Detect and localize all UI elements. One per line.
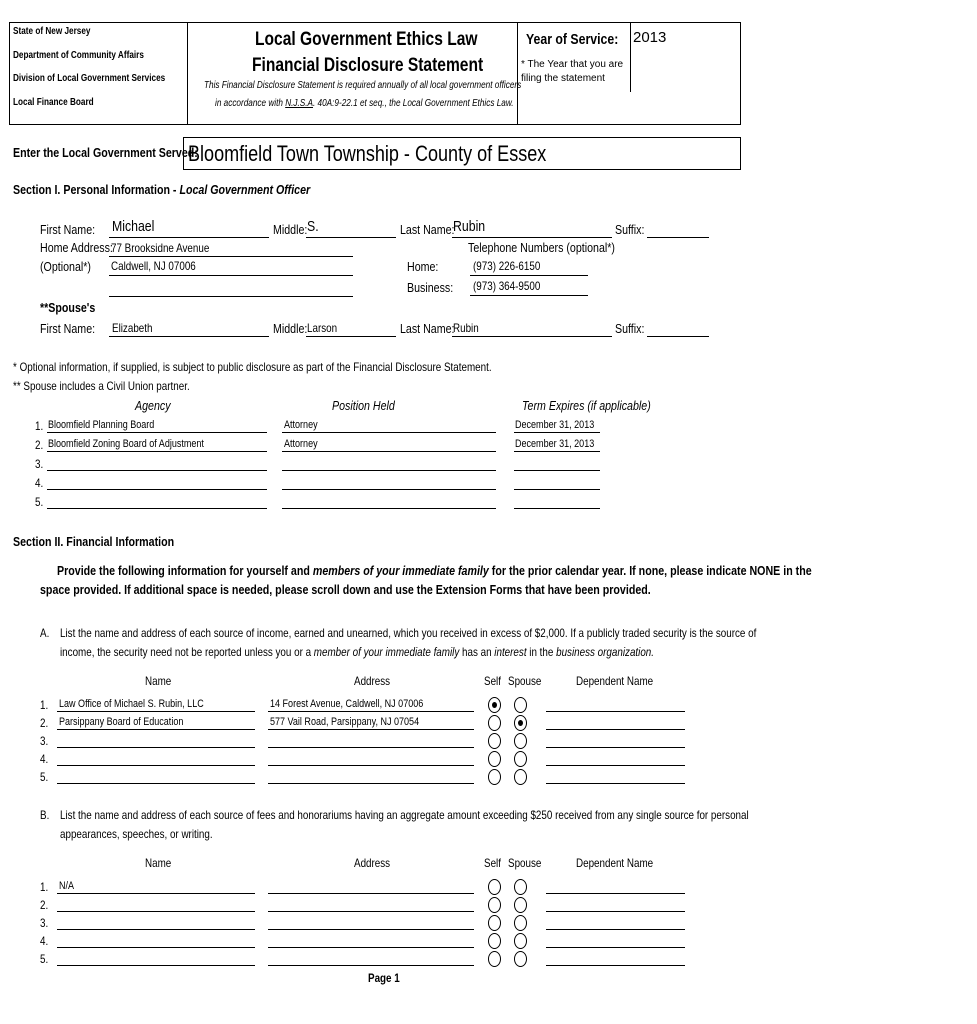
dependent-name-field[interactable] — [546, 893, 685, 894]
position-row-number-text: 3. — [35, 457, 44, 471]
self-radio[interactable] — [488, 951, 501, 967]
agency-line-2: Department of Community Affairs — [13, 50, 144, 61]
spouse-note: ** Spouse includes a Civil Union partner. — [13, 379, 190, 393]
fees-name-value-text: N/A — [59, 880, 75, 892]
home-phone-label: Home: — [407, 259, 439, 274]
business-phone-field[interactable] — [470, 295, 588, 296]
position-value-text: Attorney — [284, 419, 318, 431]
section2-intro-2: space provided. If additional space is needed, please scroll down and use the Extension Forms that have been provided. — [40, 582, 651, 597]
spouse-radio[interactable] — [514, 897, 527, 913]
fees-address-field[interactable] — [268, 947, 474, 948]
position-field[interactable] — [282, 432, 496, 433]
income-row-number-text: 3. — [40, 734, 49, 748]
term-field[interactable] — [514, 508, 600, 509]
agency-line-4: Local Finance Board — [13, 97, 94, 108]
income-address-field[interactable] — [268, 783, 474, 784]
fees-name-field[interactable] — [57, 893, 255, 894]
a-col-name: Name — [145, 674, 172, 688]
address-line-1[interactable] — [109, 256, 353, 257]
term-value — [515, 419, 612, 431]
address-value-1: 77 Brooksidne Avenue — [111, 241, 210, 255]
dependent-name-field[interactable] — [546, 711, 685, 712]
spouse-radio[interactable] — [514, 933, 527, 949]
business-phone-value: (973) 364-9500 — [473, 279, 541, 293]
income-name-value — [59, 698, 236, 710]
fees-address-field[interactable] — [268, 965, 474, 966]
income-row-number-text: 1. — [40, 698, 49, 712]
spouse-suffix-field[interactable] — [647, 336, 709, 337]
part-b-letter: B. — [40, 808, 50, 822]
term-value-text: December 31, 2013 — [515, 419, 595, 431]
term-field[interactable] — [514, 470, 600, 471]
section1-heading: Section I. Personal Information - Local Government Officer — [13, 182, 311, 197]
income-address-value-text: 14 Forest Avenue, Caldwell, NJ 07006 — [270, 698, 424, 710]
last-name-label: Last Name: — [400, 222, 455, 237]
position-row-number — [35, 419, 45, 433]
income-address-field[interactable] — [268, 729, 474, 730]
position-value — [284, 438, 325, 450]
spouse-suffix-label: Suffix: — [615, 321, 645, 336]
income-row-number-text: 4. — [40, 752, 49, 766]
year-label: Year of Service: — [526, 31, 619, 48]
a-col-dependent: Dependent Name — [576, 674, 654, 688]
form-title-2: Financial Disclosure Statement — [252, 55, 484, 76]
first-name-label: First Name: — [40, 222, 96, 237]
fees-row-number-text: 4. — [40, 934, 49, 948]
income-row-number — [40, 734, 50, 748]
fees-row-number — [40, 880, 50, 894]
agency-line-3: Division of Local Government Services — [13, 73, 166, 84]
fees-row-number-text: 5. — [40, 952, 49, 966]
section2-intro-1: Provide the following information for yourself and members of your immediate family for the prior calendar year. If none, please indicate NONE in the — [57, 563, 812, 578]
gov-served-value: Bloomfield Town Township - County of Essex — [188, 141, 547, 166]
agency-field[interactable] — [47, 489, 267, 490]
fees-row-number — [40, 952, 50, 966]
self-radio[interactable] — [488, 897, 501, 913]
income-row-number — [40, 698, 50, 712]
middle-label: Middle: — [273, 222, 308, 237]
income-address-field[interactable] — [268, 711, 474, 712]
agency-field[interactable] — [47, 470, 267, 471]
part-a-letter: A. — [40, 626, 50, 640]
spouse-radio[interactable] — [514, 915, 527, 931]
self-radio[interactable] — [488, 751, 501, 767]
dependent-name-field[interactable] — [546, 765, 685, 766]
part-a-line-2: income, the security need not be reported unless you or a member of your immediate family has an interest in the business organization. — [60, 645, 655, 659]
address-line-2[interactable] — [109, 275, 353, 276]
income-address-field[interactable] — [268, 747, 474, 748]
part-b-line-2: appearances, speeches, or writing. — [60, 827, 213, 841]
first-name-field[interactable] — [109, 237, 269, 238]
income-name-field[interactable] — [57, 783, 255, 784]
spouse-first-name-label: First Name: — [40, 321, 96, 336]
income-address-value-text: 577 Vail Road, Parsippany, NJ 07054 — [270, 716, 420, 728]
b-col-dependent: Dependent Name — [576, 856, 654, 870]
a-col-self: Self — [484, 674, 501, 688]
middle-field[interactable] — [306, 237, 396, 238]
year-value[interactable]: 2013 — [633, 29, 667, 46]
term-field[interactable] — [514, 451, 600, 452]
section2-heading: Section II. Financial Information — [13, 534, 175, 549]
dependent-name-field[interactable] — [546, 911, 685, 912]
home-phone-field[interactable] — [470, 275, 588, 276]
position-field[interactable] — [282, 489, 496, 490]
form-title-1: Local Government Ethics Law — [255, 29, 478, 50]
income-name-field[interactable] — [57, 729, 255, 730]
term-field[interactable] — [514, 432, 600, 433]
spouse-middle-value: Larson — [307, 321, 338, 335]
fees-name-field[interactable] — [57, 911, 255, 912]
fees-address-field[interactable] — [268, 911, 474, 912]
b-col-self: Self — [484, 856, 501, 870]
part-a-line-1: List the name and address of each source of income, earned and unearned, which you received in excess of $2,000. If a publicly traded security is the source of — [60, 626, 757, 640]
fees-name-field[interactable] — [57, 929, 255, 930]
self-radio[interactable] — [488, 697, 501, 713]
fees-row-number-text: 1. — [40, 880, 49, 894]
position-field[interactable] — [282, 470, 496, 471]
agency-field[interactable] — [47, 432, 267, 433]
fees-row-number-text: 3. — [40, 916, 49, 930]
spouse-last-name-field[interactable] — [452, 336, 612, 337]
income-address-value — [270, 716, 452, 728]
agency-value-text: Bloomfield Zoning Board of Adjustment — [48, 438, 204, 450]
position-row-number — [35, 438, 45, 452]
b-col-address: Address — [354, 856, 391, 870]
position-value-text: Attorney — [284, 438, 318, 450]
dependent-name-field[interactable] — [546, 729, 685, 730]
position-value — [284, 419, 325, 431]
position-row-number-text: 2. — [35, 438, 44, 452]
agency-field[interactable] — [47, 451, 267, 452]
part-b-line-1: List the name and address of each source of fees and honorariums having an aggregate amount exceeding $250 received from any single source for personal — [60, 808, 749, 822]
position-row-number — [35, 476, 45, 490]
fees-name-field[interactable] — [57, 965, 255, 966]
suffix-label: Suffix: — [615, 222, 645, 237]
agency-value-text: Bloomfield Planning Board — [48, 419, 155, 431]
self-radio[interactable] — [488, 879, 501, 895]
self-radio[interactable] — [488, 933, 501, 949]
term-field[interactable] — [514, 489, 600, 490]
income-row-number — [40, 752, 50, 766]
last-name-field[interactable] — [452, 237, 612, 238]
fees-row-number — [40, 934, 50, 948]
position-field[interactable] — [282, 508, 496, 509]
business-phone-label: Business: — [407, 280, 454, 295]
income-name-value — [59, 716, 211, 728]
gov-served-label: Enter the Local Government Served: — [13, 145, 198, 160]
agency-line-1: State of New Jersey — [13, 26, 91, 37]
home-phone-value: (973) 226-6150 — [473, 259, 541, 273]
income-address-field[interactable] — [268, 765, 474, 766]
first-name-value: Michael — [112, 218, 155, 235]
fees-row-number-text: 2. — [40, 898, 49, 912]
self-radio[interactable] — [488, 769, 501, 785]
income-name-field[interactable] — [57, 711, 255, 712]
dependent-name-field[interactable] — [546, 965, 685, 966]
agency-value — [48, 419, 178, 431]
fees-address-field[interactable] — [268, 893, 474, 894]
position-row-number — [35, 457, 45, 471]
spouse-radio[interactable] — [514, 715, 527, 731]
fees-address-field[interactable] — [268, 929, 474, 930]
col-agency: Agency — [135, 398, 171, 413]
income-row-number — [40, 770, 50, 784]
optional-label: (Optional*) — [40, 259, 91, 274]
income-name-field[interactable] — [57, 747, 255, 748]
dependent-name-field[interactable] — [546, 929, 685, 930]
optional-note: * Optional information, if supplied, is subject to public disclosure as part of the Financial Disclosure Statement. — [13, 360, 492, 374]
spouse-radio[interactable] — [514, 697, 527, 713]
position-row-number-text: 1. — [35, 419, 44, 433]
spouse-middle-label: Middle: — [273, 321, 308, 336]
address-line-3[interactable] — [109, 296, 353, 297]
fees-name-value — [59, 880, 77, 892]
fees-name-field[interactable] — [57, 947, 255, 948]
form-subtitle-2: in accordance with N.J.S.A. 40A:9-22.1 et seq., the Local Government Ethics Law. — [215, 98, 514, 109]
spouse-label: **Spouse's — [40, 300, 96, 315]
spouse-first-name-value: Elizabeth — [112, 321, 153, 335]
b-col-name: Name — [145, 856, 172, 870]
spouse-middle-field[interactable] — [306, 336, 396, 337]
agency-value — [48, 438, 238, 450]
address-value-2: Caldwell, NJ 07006 — [111, 259, 196, 273]
fees-row-number — [40, 916, 50, 930]
income-name-value-text: Parsippany Board of Education — [59, 716, 184, 728]
self-radio[interactable] — [488, 715, 501, 731]
a-col-address: Address — [354, 674, 391, 688]
self-radio[interactable] — [488, 915, 501, 931]
term-value-text: December 31, 2013 — [515, 438, 595, 450]
b-col-spouse: Spouse — [508, 856, 542, 870]
middle-value: S. — [307, 218, 319, 235]
spouse-radio[interactable] — [514, 951, 527, 967]
income-row-number-text: 2. — [40, 716, 49, 730]
last-name-value: Rubin — [453, 218, 486, 235]
spouse-radio[interactable] — [514, 751, 527, 767]
page-number: Page 1 — [368, 971, 400, 985]
spouse-radio[interactable] — [514, 879, 527, 895]
form-subtitle-1: This Financial Disclosure Statement is required annually of all local government officers — [204, 80, 522, 91]
phone-heading: Telephone Numbers (optional*) — [468, 240, 615, 255]
term-value — [515, 438, 612, 450]
dependent-name-field[interactable] — [546, 747, 685, 748]
year-note: * The Year that you are filing the statement — [521, 59, 624, 84]
income-row-number-text: 5. — [40, 770, 49, 784]
spouse-last-name-label: Last Name: — [400, 321, 455, 336]
a-col-spouse: Spouse — [508, 674, 542, 688]
home-address-label: Home Address: — [40, 240, 113, 255]
col-position: Position Held — [332, 398, 395, 413]
spouse-radio[interactable] — [514, 769, 527, 785]
income-name-value-text: Law Office of Michael S. Rubin, LLC — [59, 698, 204, 710]
spouse-first-name-field[interactable] — [109, 336, 269, 337]
position-field[interactable] — [282, 451, 496, 452]
position-row-number-text: 5. — [35, 495, 44, 509]
col-term: Term Expires (if applicable) — [522, 398, 651, 413]
spouse-radio[interactable] — [514, 733, 527, 749]
position-row-number-text: 4. — [35, 476, 44, 490]
spouse-last-name-value: Rubin — [453, 321, 479, 335]
fees-row-number — [40, 898, 50, 912]
dependent-name-field[interactable] — [546, 783, 685, 784]
income-address-value — [270, 698, 457, 710]
suffix-field[interactable] — [647, 237, 709, 238]
agency-field[interactable] — [47, 508, 267, 509]
self-radio[interactable] — [488, 733, 501, 749]
income-row-number — [40, 716, 50, 730]
position-row-number — [35, 495, 45, 509]
income-name-field[interactable] — [57, 765, 255, 766]
dependent-name-field[interactable] — [546, 947, 685, 948]
